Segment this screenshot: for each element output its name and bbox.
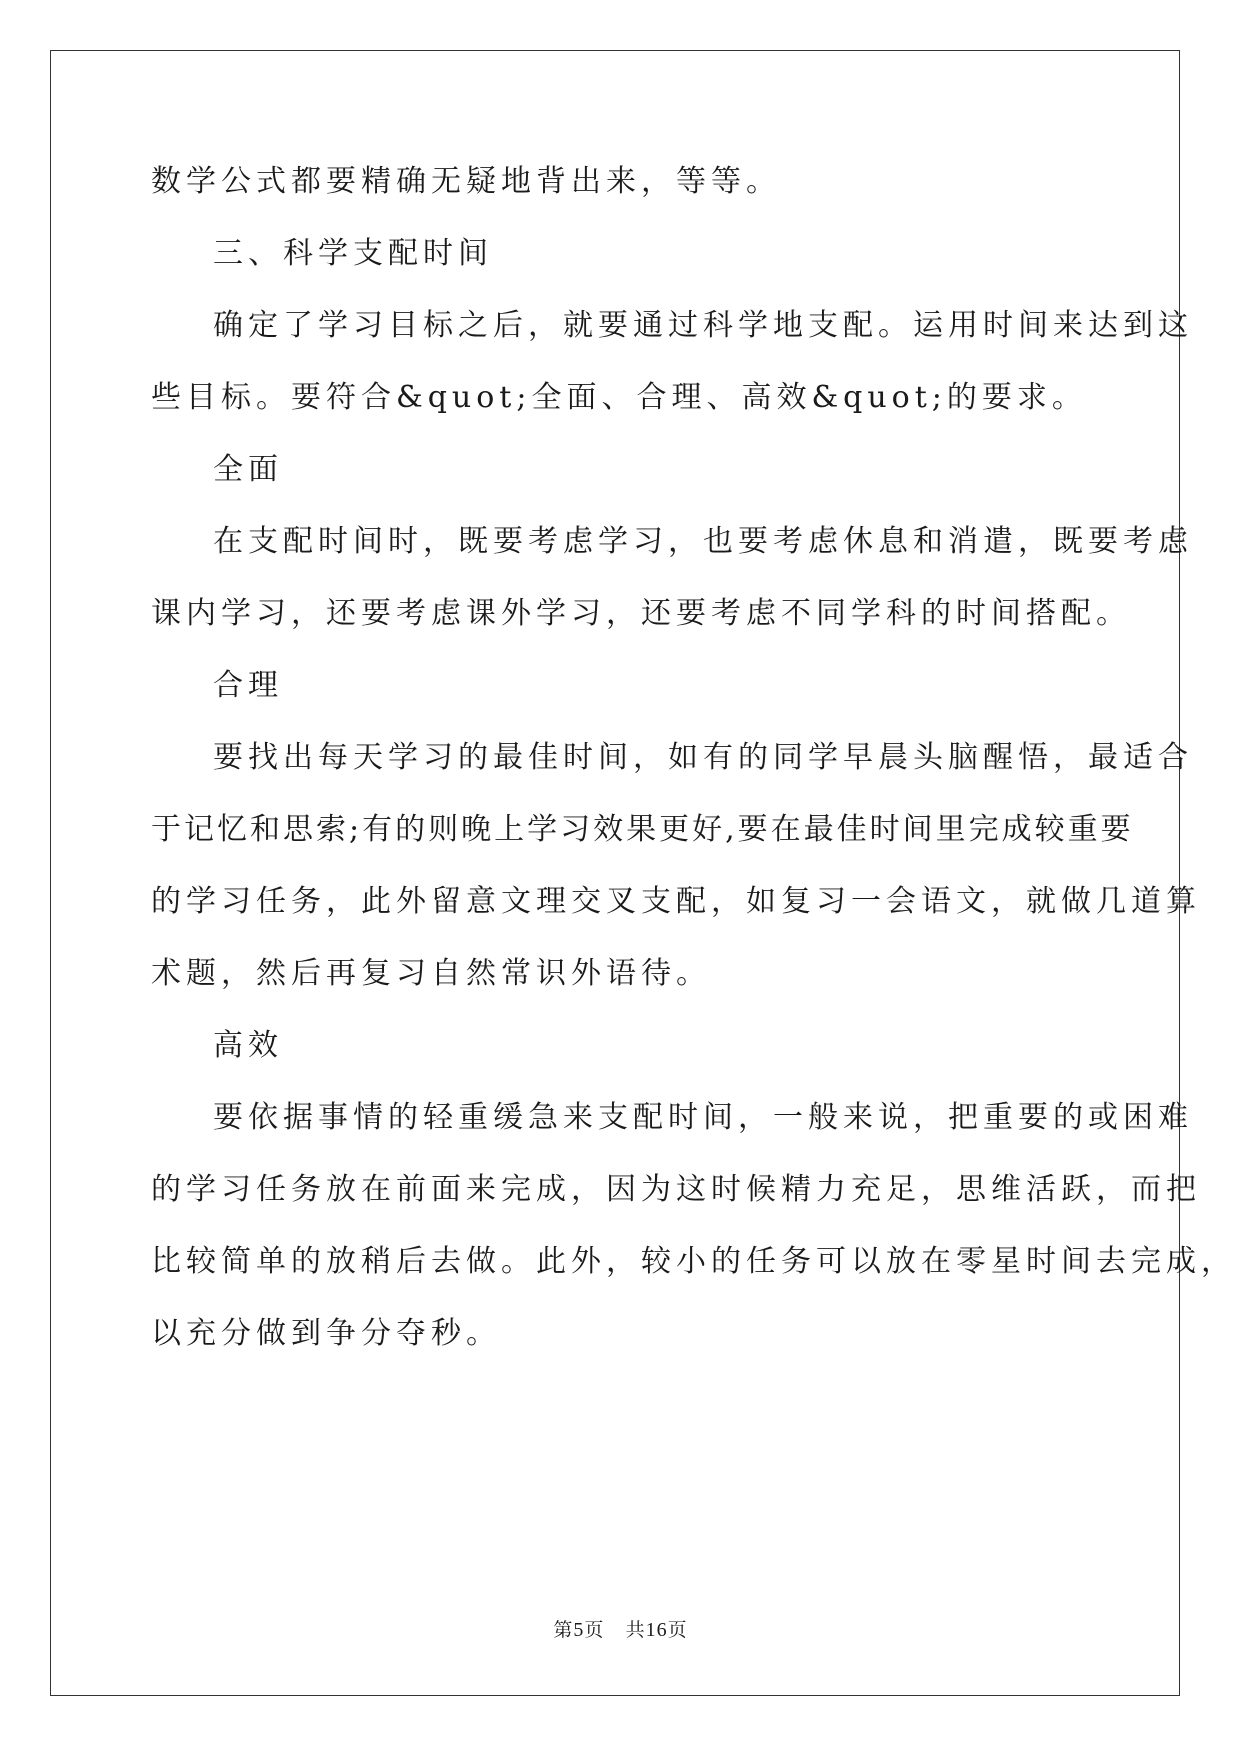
text-line: 在支配时间时，既要考虑学习，也要考虑休息和消遣，既要考虑 [213,524,1193,559]
text-line: 术题，然后再复习自然常识外语待。 [151,956,711,991]
text-line: 些目标。要符合&quot;全面、合理、高效&quot;的要求。 [151,380,1087,415]
page-border [50,50,1180,1696]
footer-total-prefix: 共 [625,1619,646,1641]
subheading: 全面 [213,452,283,487]
text-line: 确定了学习目标之后，就要通过科学地支配。运用时间来达到这 [213,308,1193,343]
subheading: 高效 [213,1028,283,1063]
section-heading: 三、科学支配时间 [213,236,493,271]
text-line: 数学公式都要精确无疑地背出来，等等。 [151,164,781,199]
text-line: 要依据事情的轻重缓急来支配时间，一般来说，把重要的或困难 [213,1100,1193,1135]
page-number: 5 [573,1619,585,1641]
subheading: 合理 [213,668,283,703]
text-line: 以充分做到争分夺秒。 [151,1316,501,1351]
text-line: 于记忆和思索;有的则晚上学习效果更好,要在最佳时间里完成较重要 [151,812,1134,847]
text-line: 比较简单的放稍后去做。此外，较小的任务可以放在零星时间去完成， [151,1244,1236,1279]
text-line: 要找出每天学习的最佳时间，如有的同学早晨头脑醒悟，最适合 [213,740,1193,775]
text-line: 的学习任务放在前面来完成，因为这时候精力充足，思维活跃，而把 [151,1172,1201,1207]
footer-total-suffix: 页 [667,1619,688,1641]
footer-prefix: 第 [553,1619,574,1641]
total-pages: 16 [645,1619,668,1641]
text-line: 的学习任务，此外留意文理交叉支配，如复习一会语文，就做几道算 [151,884,1201,919]
page-footer [0,1618,1241,1642]
text-line: 课内学习，还要考虑课外学习，还要考虑不同学科的时间搭配。 [151,596,1131,631]
footer-page-suffix: 页 [584,1619,605,1641]
